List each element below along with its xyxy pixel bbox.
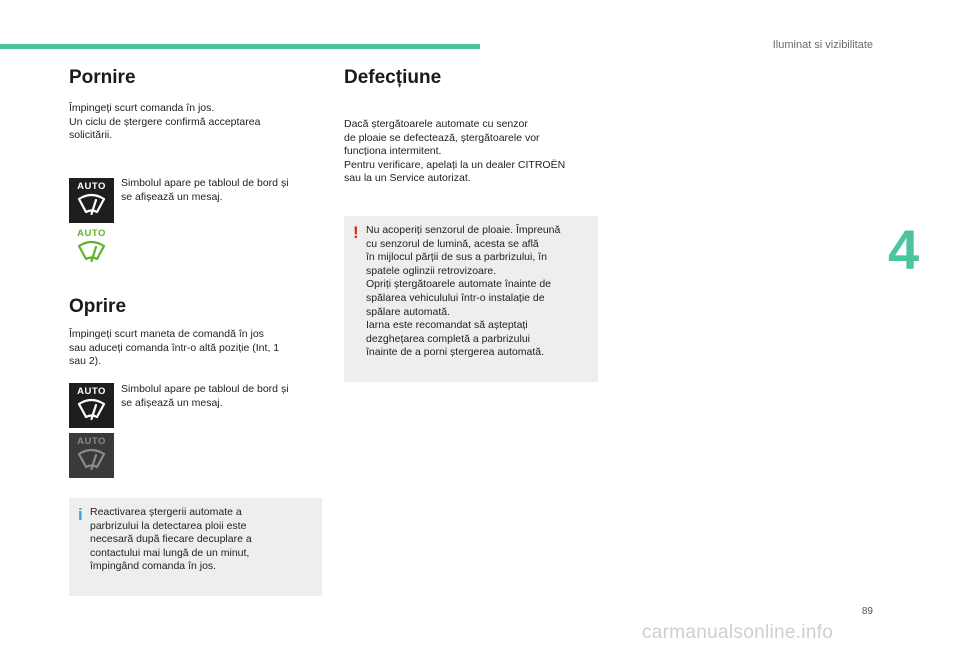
wiper-icon bbox=[76, 398, 107, 422]
info-icon: i bbox=[78, 505, 83, 524]
auto-wipe-active-icon bbox=[69, 383, 114, 428]
pornire-symbol-text: Simbolul apare pe tabloul de bord și se afișează un mesaj. bbox=[121, 177, 289, 203]
wiper-icon bbox=[76, 193, 107, 217]
oprire-symbol-text: Simbolul apare pe tabloul de bord și se afișează un mesaj. bbox=[121, 383, 289, 409]
auto-label: AUTO bbox=[77, 181, 106, 192]
auto-wipe-green-icon bbox=[69, 225, 114, 270]
page-number: 89 bbox=[861, 606, 873, 617]
watermark: carmanualsonline.info bbox=[642, 622, 834, 643]
oprire-text: Împingeți scurt maneta de comandă în jos sau aduceți comanda într-o altă poziție (Int, 1 sau 2). bbox=[69, 328, 280, 368]
defectiune-text: Dacă ștergătoarele automate cu senzor de ploaie se defectează, ștergătoarele vor funcționa intermitent. Pentru verificare, apelați la un dealer CITROËN sau la un Service autorizat. bbox=[344, 118, 566, 185]
warning-box bbox=[344, 216, 598, 382]
section-header-title: Iluminat si vizibilitate bbox=[772, 39, 873, 51]
auto-wipe-active-icon bbox=[69, 178, 114, 223]
auto-label: AUTO bbox=[77, 386, 106, 397]
pornire-text: Împingeți scurt comanda în jos. Un ciclu de ștergere confirmă acceptarea solicitării. bbox=[69, 102, 261, 142]
header-accent-bar bbox=[0, 44, 480, 49]
wiper-icon bbox=[76, 448, 107, 472]
oprire-heading: Oprire bbox=[69, 296, 127, 317]
info-text: Reactivarea ștergerii automate a parbrizului la detectarea ploii este necesară după fiecare decuplare a contactului mai lungă de un minut, împingând comanda în jos. bbox=[90, 506, 252, 573]
info-box bbox=[69, 498, 322, 596]
warning-icon: ! bbox=[353, 223, 359, 242]
chapter-number: 4 bbox=[888, 218, 920, 281]
auto-label: AUTO bbox=[77, 228, 106, 239]
auto-label: AUTO bbox=[77, 436, 106, 447]
pornire-heading: Pornire bbox=[69, 67, 136, 88]
defectiune-heading: Defecțiune bbox=[344, 67, 442, 88]
auto-wipe-inactive-icon bbox=[69, 433, 114, 478]
wiper-icon bbox=[76, 240, 107, 264]
warning-text: Nu acoperiți senzorul de ploaie. Împreună cu senzorul de lumină, acesta se află în mijlocul părții de sus a parbrizului, în spatele oglinzii retrovizoare. Opriți ștergătoarele automate înainte de spălarea vehiculului într-o instalație de spălare automată. Iarna este recomandat să așteptați dezghețarea completă a parbrizului înainte de a porni ștergerea automată. bbox=[366, 224, 561, 359]
